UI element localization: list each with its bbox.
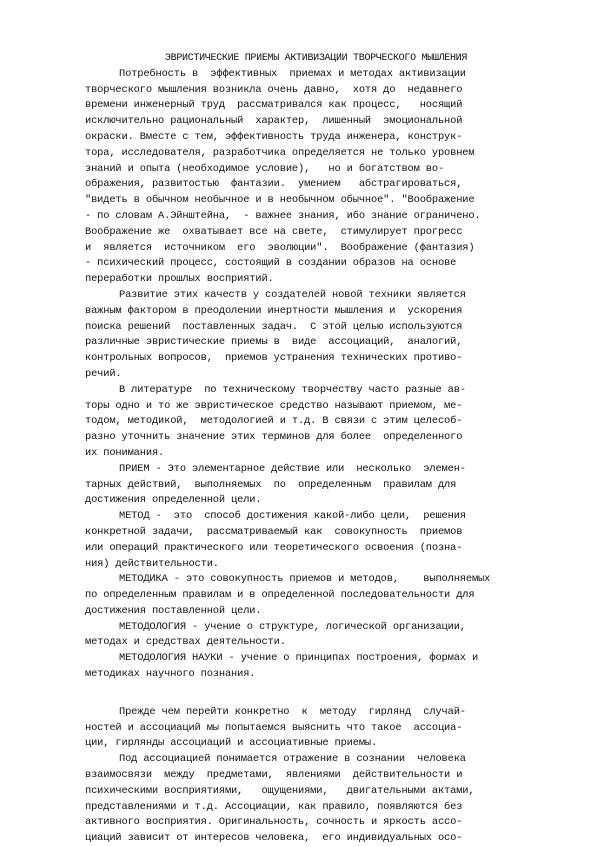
text-line: или операций практического или теоретического освоения (позна- (85, 541, 463, 554)
text-line: МЕТОДОЛОГИЯ - учение о структуре, логической организации, (119, 620, 466, 633)
text-line: достижения определенной цели. (85, 494, 262, 507)
paragraph-def-metod (85, 509, 547, 572)
text-line: ображения, развитостью фантазии. умением абстрагироваться, (85, 178, 463, 191)
text-line: тодом, методикой, методологией и т.д. В связи с этим целесоб- (85, 415, 463, 428)
text-line: различные эвристические приемы в виде ассоциаций, аналогий, (85, 336, 463, 349)
text-line: МЕТОДОЛОГИЯ НАУКИ - учение о принципах построения, формах и (119, 652, 479, 665)
text-line: ции, гирлянды ассоциаций и ассоциативные приемы. (85, 737, 378, 750)
text-line: Под ассоциацией понимается отражение в сознании человека (119, 753, 466, 766)
paragraph-def-metodologiya-nauki (85, 651, 547, 683)
text-line: Воображение же охватывает все на свете, стимулирует прогресс (85, 225, 463, 238)
text-line: психическими восприятиями, ощущениями, двигательными актами, (85, 784, 475, 797)
paragraph-development (85, 288, 547, 383)
text-line: В литературе по техническому творчеству часто разные ав- (119, 383, 466, 396)
text-line: циаций зависит от интересов человека, его индивидуальных осо- (85, 832, 463, 845)
paragraph-association-def (85, 752, 547, 847)
text-line: речий. (85, 367, 122, 380)
text-line: знаний и опыта (необходимое условие), но и богатством во- (85, 162, 445, 175)
text-line: ния) действительности. (85, 557, 219, 570)
text-line: окраски. Вместе с тем, эффективность труда инженера, конструк- (85, 130, 463, 143)
text-line: ностей и ассоциаций мы попытаемся выяснить что такое ассоциа- (85, 721, 463, 734)
paragraph-literature (85, 383, 547, 462)
text-line: творческого мышления возникла очень давно, хотя до недавнего (85, 83, 463, 96)
text-line: контрольных вопросов, приемов устранения технических противо- (85, 352, 463, 365)
text-line: МЕТОДИКА - это совокупность приемов и методов, выполняемых (119, 573, 491, 586)
text-line: по определенным правилам и в определенной последовательности для (85, 589, 475, 602)
text-line: МЕТОД - это способ достижения какой-либо цели, решения (119, 510, 466, 523)
text-line: достижения поставленной цели. (85, 604, 262, 617)
document-body (85, 67, 547, 847)
text-line: тора, исследователя, разработчика определяется не только уровнем (85, 146, 475, 159)
text-line: конкретной задачи, рассматриваемый как совокупность приемов (85, 525, 463, 538)
text-line: важным фактором в преодолении инертности мышления и ускорения (85, 304, 463, 317)
text-line: методах и средствах деятельности. (85, 636, 286, 649)
paragraph-def-priem (85, 462, 547, 509)
text-line: "видеть в обычном необычное и в необычном обычное". "Воображение (85, 194, 475, 207)
document-title: ЭВРИСТИЧЕСКИЕ ПРИЕМЫ АКТИВИЗАЦИИ ТВОРЧЕСКОГО МЫШЛЕНИЯ (164, 53, 468, 64)
text-line: Потребность в эффективных приемах и методах активизации (119, 67, 466, 80)
paragraph-intro (85, 67, 547, 288)
text-line: торы одно и то же эвристическое средство называют приемом, ме- (85, 399, 463, 412)
document-page (85, 51, 547, 847)
text-line: исключительно рациональный характер, лишенный эмоциональной (85, 115, 463, 128)
text-line: тарных действий, выполняемых по определенным правилам для (85, 478, 457, 491)
text-line: поиска решений поставленных задач. С этой целью используются (85, 320, 463, 333)
text-line: Развитие этих качеств у создателей новой техники является (119, 288, 466, 301)
text-line: разно уточнить значение этих терминов для более определенного (85, 431, 463, 444)
text-line: переработки прошлых восприятий. (85, 273, 274, 286)
text-line: Прежде чем перейти конкретно к методу гирлянд случай- (119, 705, 466, 718)
text-line: их понимания. (85, 446, 165, 459)
paragraph-gap (85, 683, 547, 705)
paragraph-def-metodika (85, 572, 547, 619)
text-line: - психический процесс, состоящий в создании образов на основе (85, 257, 457, 270)
text-line: методиках научного познания. (85, 668, 256, 681)
paragraph-def-metodologiya (85, 620, 547, 652)
text-line: взаимосвязи между предметами, явлениями действительности и (85, 769, 463, 782)
text-line: времени инженерный труд рассматривался как процесс, носящий (85, 99, 463, 112)
paragraph-garland-intro (85, 705, 547, 752)
text-line: ПРИЕМ - Это элементарное действие или несколько элемен- (119, 462, 466, 475)
text-line: представлениями и т.д. Ассоциации, как правило, появляются без (85, 800, 463, 813)
text-line: и является источником его эволюции". Воображение (фантазия) (85, 241, 475, 254)
text-line: - по словам А.Эйнштейна, - важнее знания, ибо знание ограничено. (85, 209, 481, 222)
text-line: активного восприятия. Оригинальность, сочность и яркость ассо- (85, 816, 463, 829)
